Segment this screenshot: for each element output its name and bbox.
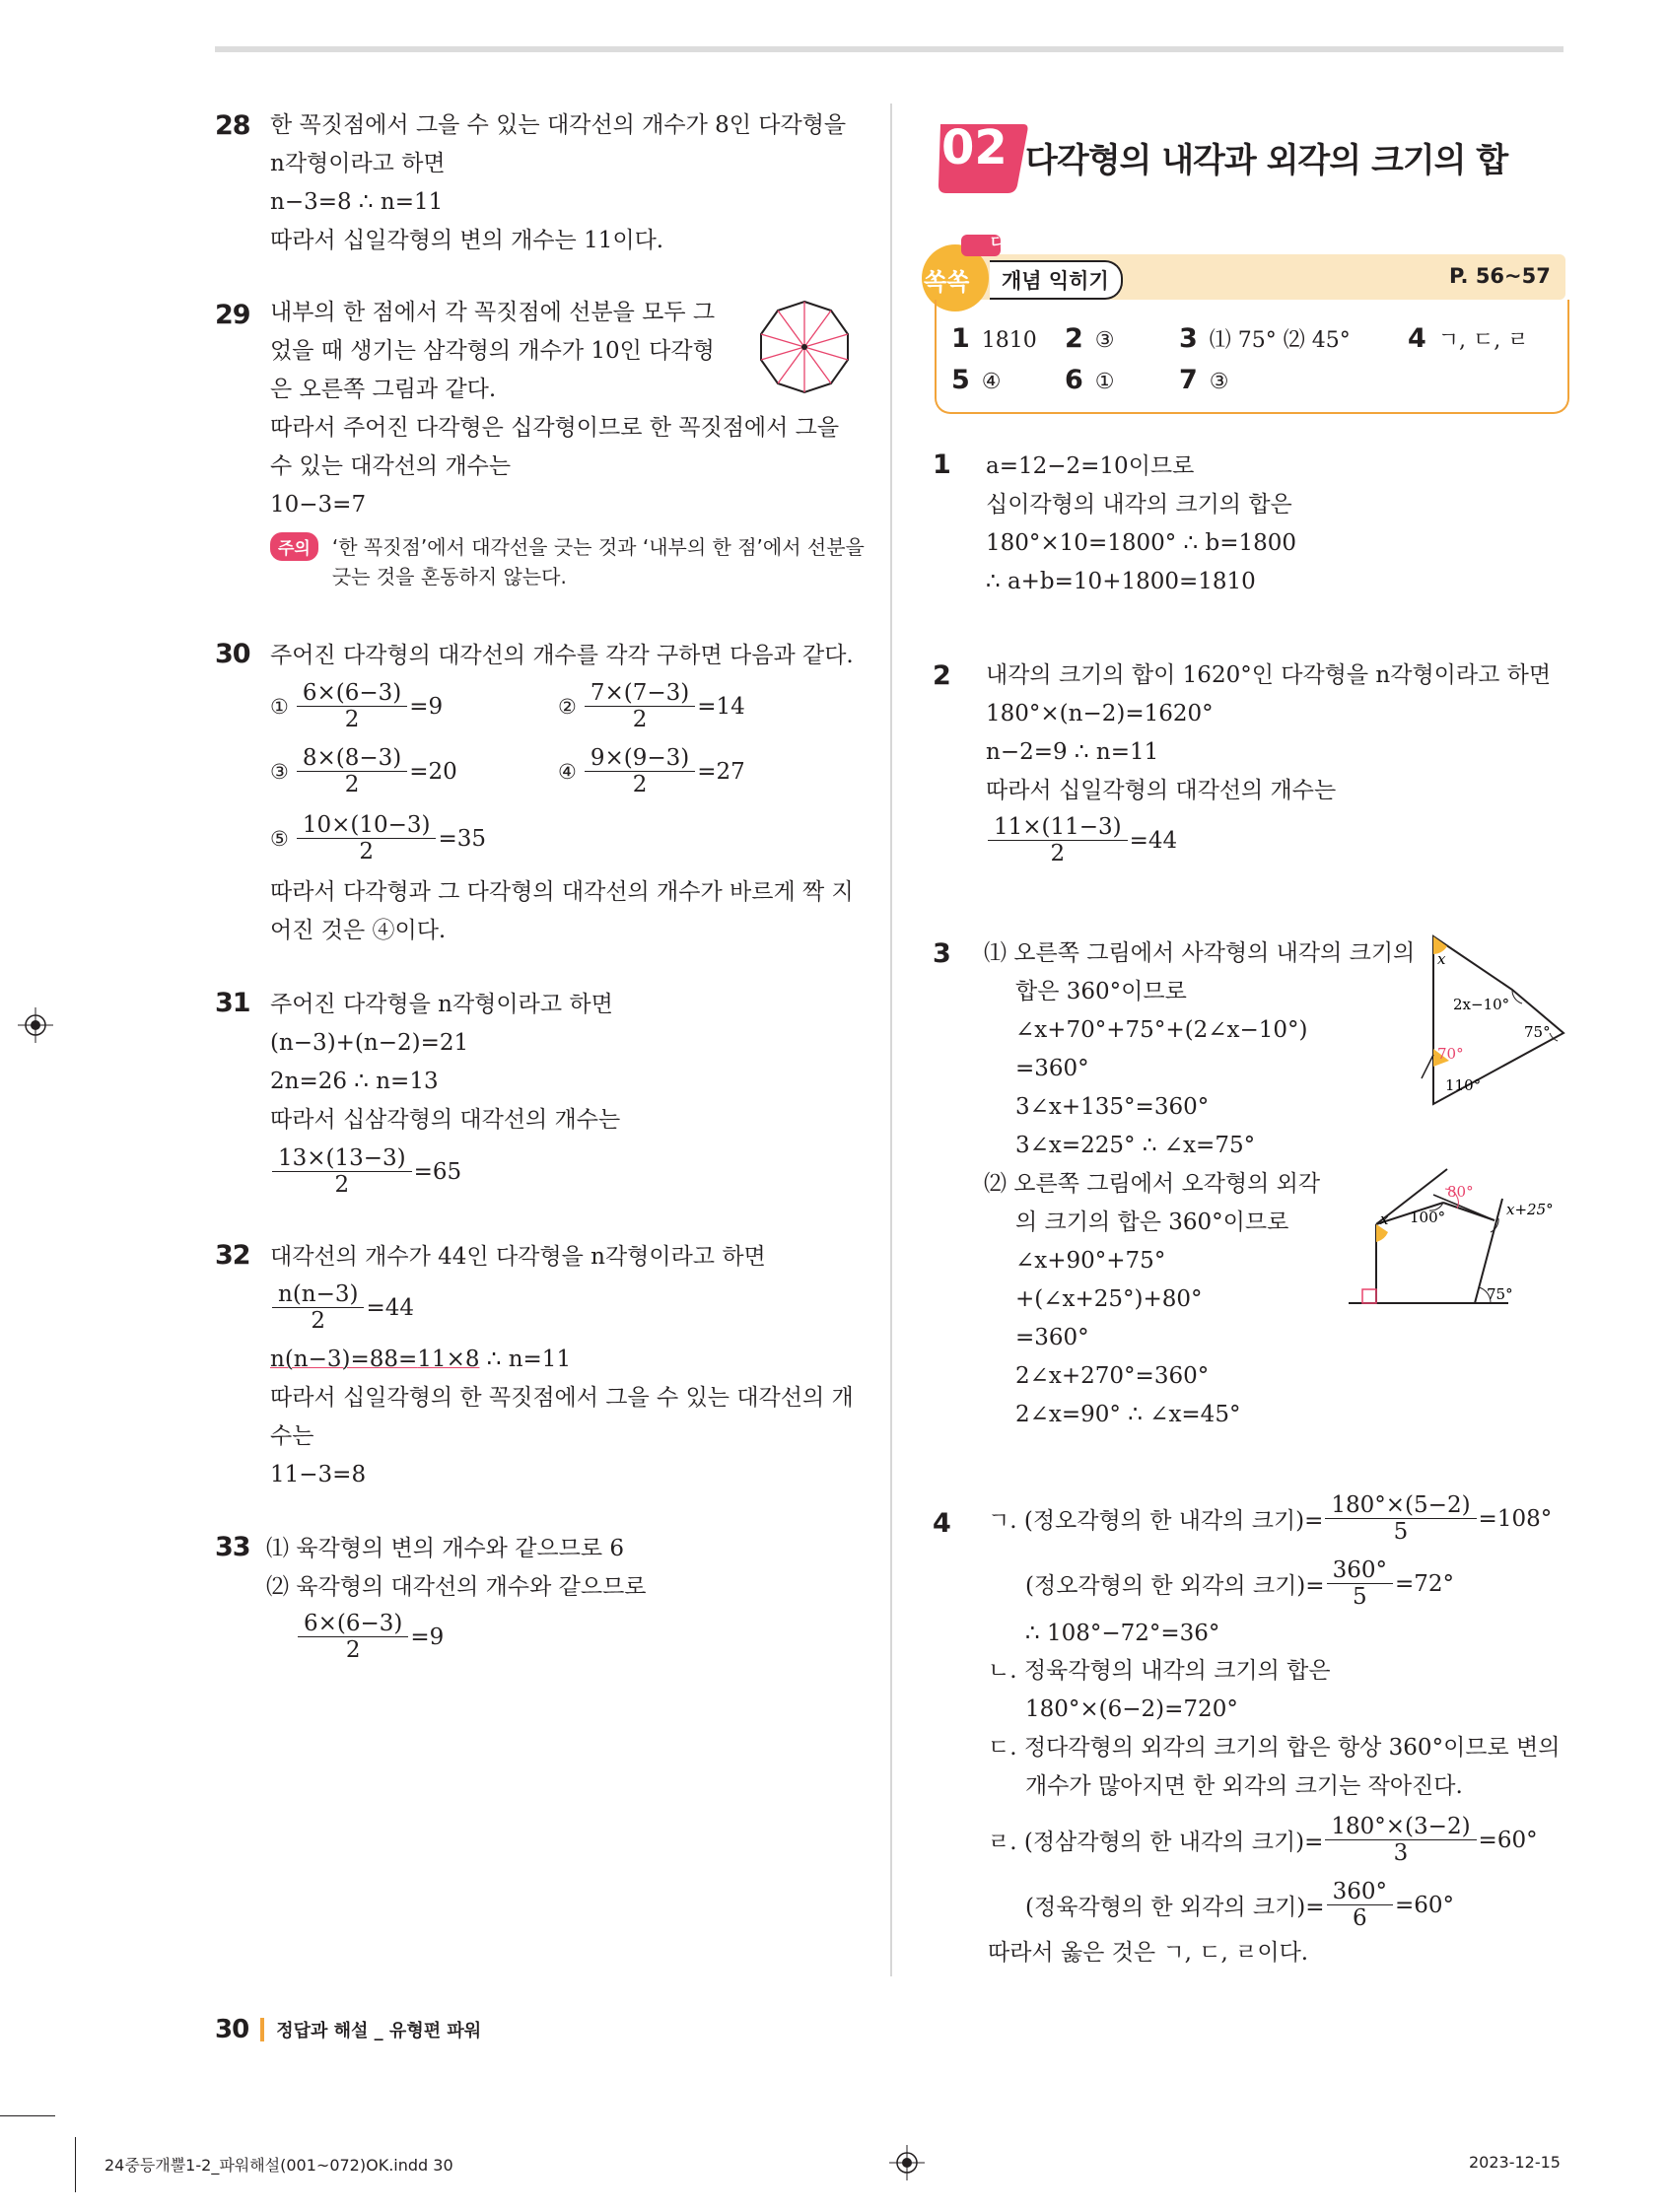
fraction-result: =72° bbox=[1394, 1570, 1455, 1597]
caution-note bbox=[270, 532, 865, 591]
fig1-label-c: 70° bbox=[1437, 1045, 1464, 1063]
fraction-denominator: 2 bbox=[1050, 841, 1066, 866]
question-4-line-a bbox=[988, 1492, 1552, 1545]
question-2-body bbox=[986, 660, 1551, 805]
formula-label: (정육각형의 한 외각의 크기)= bbox=[1025, 1895, 1325, 1920]
file-name: 24중등개뿔1-2_파워해설(001~072)OK.indd 30 bbox=[104, 2156, 453, 2175]
note-line: ‘한 꼭짓점’에서 대각선을 긋는 것과 ‘내부의 한 점’에서 선분을 bbox=[331, 535, 865, 559]
column-divider bbox=[890, 104, 892, 1976]
top-rule bbox=[215, 46, 1564, 52]
text-line: 3∠x=225° ∴ ∠x=75° bbox=[1015, 1133, 1256, 1158]
problem-30-outro bbox=[270, 877, 854, 945]
choice-mark: ④ bbox=[558, 759, 577, 784]
text-line: 따라서 주어진 다각형은 십각형이므로 한 꼭짓점에서 그을 bbox=[270, 415, 840, 441]
text-line: n각형이라고 하면 bbox=[270, 151, 446, 176]
footer-divider bbox=[260, 2018, 264, 2041]
text-line: =360° bbox=[1015, 1325, 1089, 1350]
choice-5 bbox=[270, 812, 486, 864]
text-line: +(∠x+25°)+80° bbox=[1015, 1286, 1203, 1312]
caution-badge: 주의 bbox=[270, 532, 318, 561]
fraction-result: =20 bbox=[409, 758, 457, 785]
problem-29-body bbox=[270, 298, 839, 519]
fraction-result: =60° bbox=[1478, 1827, 1538, 1853]
text-line: ∠x+70°+75°+(2∠x−10°) bbox=[1015, 1017, 1308, 1043]
fig1-label-b: 75° bbox=[1524, 1023, 1551, 1041]
text-line: 3∠x+135°=360° bbox=[1015, 1094, 1210, 1120]
text-line: 180°×(6−2)=720° bbox=[1025, 1696, 1238, 1722]
fig2-label-d: 75° bbox=[1487, 1285, 1513, 1303]
text-line: 개수가 많아지면 한 외각의 크기는 작아진다. bbox=[1025, 1773, 1463, 1799]
answer-number: 2 bbox=[1065, 323, 1083, 354]
formula-label: ㄱ. (정오각형의 한 내각의 크기)= bbox=[988, 1508, 1324, 1534]
answer-7 bbox=[1179, 365, 1229, 395]
section-number: 02 bbox=[941, 120, 1008, 175]
problem-31-fraction bbox=[270, 1145, 461, 1198]
text-line: 따라서 십일각형의 대각선의 개수는 bbox=[986, 778, 1337, 803]
text-line: 내각의 크기의 합이 1620°인 다각형을 n각형이라고 하면 bbox=[986, 662, 1552, 688]
problem-number-30: 30 bbox=[215, 639, 250, 669]
decagon-figure bbox=[755, 298, 854, 396]
question-number-2: 2 bbox=[933, 660, 950, 691]
fraction-numerator: 7×(7−3) bbox=[585, 680, 695, 707]
fraction-numerator: 6×(6−3) bbox=[297, 680, 407, 707]
text-line: 2∠x+270°=360° bbox=[1015, 1363, 1210, 1389]
fraction-numerator: 8×(8−3) bbox=[297, 745, 407, 772]
problem-32-body bbox=[270, 1383, 854, 1489]
formula-label: (정오각형의 한 외각의 크기)= bbox=[1025, 1573, 1325, 1599]
choice-2 bbox=[558, 680, 745, 732]
choice-4 bbox=[558, 745, 745, 797]
text-line: 주어진 다각형을 n각형이라고 하면 bbox=[270, 992, 613, 1017]
choice-3 bbox=[270, 745, 457, 797]
fraction-denominator: 5 bbox=[1393, 1519, 1409, 1545]
question-2-fraction bbox=[986, 814, 1177, 866]
answer-number: 3 bbox=[1179, 323, 1198, 354]
fig2-label-x: x bbox=[1380, 1210, 1389, 1228]
problem-number-33: 33 bbox=[215, 1532, 250, 1562]
text-line: (n−3)+(n−2)=21 bbox=[270, 1030, 469, 1056]
note-line: 긋는 것을 혼동하지 않는다. bbox=[331, 565, 567, 588]
section-title: 다각형의 내각과 외각의 크기의 합 bbox=[1025, 141, 1508, 180]
answer-6 bbox=[1065, 365, 1115, 395]
equation-part: n(n−3)=88= bbox=[270, 1347, 418, 1372]
answer-box bbox=[935, 300, 1569, 414]
text-line: 내부의 한 점에서 각 꼭짓점에 선분을 모두 그 bbox=[270, 300, 716, 325]
problem-number-28: 28 bbox=[215, 110, 250, 141]
answer-2 bbox=[1065, 323, 1115, 354]
concept-label: 개념 익히기 bbox=[1002, 269, 1109, 293]
text-line: 10−3=7 bbox=[270, 492, 367, 518]
fraction-result: =9 bbox=[409, 693, 444, 720]
fraction-result: =27 bbox=[697, 758, 745, 785]
problem-31-body bbox=[270, 990, 620, 1135]
answer-number: 7 bbox=[1179, 365, 1198, 395]
text-line: 11−3=8 bbox=[270, 1462, 367, 1487]
answer-number: 5 bbox=[951, 365, 970, 395]
problem-number-32: 32 bbox=[215, 1240, 250, 1271]
text-line: 수 있는 대각선의 개수는 bbox=[270, 453, 512, 479]
fraction-result: =35 bbox=[438, 825, 487, 852]
fraction-numerator: 11×(11−3) bbox=[988, 814, 1128, 841]
text-line: 2n=26 ∴ n=13 bbox=[270, 1069, 439, 1094]
text-line: 은 오른쪽 그림과 같다. bbox=[270, 377, 497, 402]
text-line: 수는 bbox=[270, 1423, 314, 1449]
answer-value: ③ bbox=[1094, 328, 1115, 353]
choice-mark: ① bbox=[270, 694, 289, 719]
fraction-denominator: 2 bbox=[344, 707, 360, 732]
question-1-body bbox=[986, 451, 1296, 596]
text-line: ⑵ 육각형의 대각선의 개수와 같으므로 bbox=[266, 1574, 647, 1600]
fig1-label-x: x bbox=[1437, 950, 1446, 968]
concept-pages: P. 56~57 bbox=[1449, 264, 1551, 288]
fraction-numerator: 10×(10−3) bbox=[297, 812, 437, 839]
text-line: =360° bbox=[1015, 1056, 1089, 1081]
footer-title: 정답과 해설 _ 유형편 파워 bbox=[276, 2021, 482, 2041]
fraction-result: =60° bbox=[1394, 1892, 1455, 1918]
problem-33-body bbox=[266, 1534, 647, 1602]
fraction-denominator: 2 bbox=[632, 772, 648, 797]
formula-label: ㄹ. (정삼각형의 한 내각의 크기)= bbox=[988, 1830, 1324, 1855]
page-footer bbox=[215, 2015, 481, 2044]
choice-mark: ③ bbox=[270, 759, 289, 784]
fraction-result: =9 bbox=[410, 1624, 445, 1650]
choice-1 bbox=[270, 680, 443, 732]
problem-32-equation bbox=[270, 1345, 571, 1374]
problem-32-fraction bbox=[270, 1281, 414, 1334]
fig1-label-a: 2x−10° bbox=[1453, 996, 1510, 1013]
text-line: 따라서 다각형과 그 다각형의 대각선의 개수가 바르게 짝 지 bbox=[270, 879, 854, 905]
fraction-numerator: 180°×(5−2) bbox=[1325, 1492, 1476, 1519]
answer-value: 1810 bbox=[981, 328, 1037, 353]
answer-number: 6 bbox=[1065, 365, 1083, 395]
question-4-line-b bbox=[1025, 1557, 1454, 1610]
fraction-result: =44 bbox=[366, 1294, 415, 1321]
text-line: 어진 것은 ④이다. bbox=[270, 918, 447, 943]
problem-number-29: 29 bbox=[215, 300, 250, 330]
choice-mark: ② bbox=[558, 694, 577, 719]
problem-32-intro: 대각선의 개수가 44인 다각형을 n각형이라고 하면 bbox=[270, 1244, 766, 1270]
question-number-3: 3 bbox=[933, 938, 950, 969]
fig1-label-d: 110° bbox=[1445, 1076, 1482, 1094]
fraction-numerator: 360° bbox=[1327, 1879, 1393, 1905]
fraction-numerator: 6×(6−3) bbox=[298, 1611, 408, 1637]
fraction-denominator: 3 bbox=[1393, 1840, 1409, 1866]
fraction-numerator: 180°×(3−2) bbox=[1325, 1814, 1476, 1840]
question-4-line-e bbox=[988, 1814, 1538, 1866]
question-4-line-c: ∴ 108°−72°=36° bbox=[1025, 1621, 1220, 1646]
text-line: 따라서 십삼각형의 대각선의 개수는 bbox=[270, 1107, 621, 1133]
registration-mark-icon bbox=[889, 2145, 925, 2180]
answer-value: ④ bbox=[981, 370, 1002, 394]
print-date: 2023-12-15 bbox=[1469, 2153, 1561, 2172]
text-line: 십이각형의 내각의 크기의 합은 bbox=[986, 492, 1292, 518]
fraction-denominator: 2 bbox=[311, 1308, 326, 1334]
text-line: ㄷ. 정다각형의 외각의 크기의 합은 항상 360°이므로 변의 bbox=[988, 1735, 1561, 1761]
text-line: ㄴ. 정육각형의 내각의 크기의 합은 bbox=[988, 1658, 1331, 1684]
page-number: 30 bbox=[215, 2015, 249, 2044]
fig2-label-a: 100° bbox=[1410, 1209, 1446, 1226]
question-number-1: 1 bbox=[933, 449, 950, 480]
concept-badge-top: 다시 bbox=[991, 234, 1019, 251]
crop-mark bbox=[0, 2115, 55, 2116]
answer-number: 1 bbox=[951, 323, 970, 354]
fraction-numerator: 13×(13−3) bbox=[272, 1145, 412, 1172]
text-line: ⑵ 오른쪽 그림에서 오각형의 외각 bbox=[984, 1171, 1321, 1197]
answer-value: ① bbox=[1094, 370, 1115, 394]
fraction-denominator: 2 bbox=[334, 1172, 350, 1198]
text-line: 따라서 십일각형의 변의 개수는 11이다. bbox=[270, 228, 664, 253]
text-line: 180°×(n−2)=1620° bbox=[986, 701, 1214, 726]
text-line: 따라서 십일각형의 한 꼭짓점에서 그을 수 있는 대각선의 개 bbox=[270, 1385, 854, 1411]
fraction-numerator: 360° bbox=[1327, 1557, 1393, 1584]
answer-5 bbox=[951, 365, 1002, 395]
fraction-denominator: 2 bbox=[359, 839, 374, 864]
problem-30-intro: 주어진 다각형의 대각선의 개수를 각각 구하면 다음과 같다. bbox=[270, 643, 854, 668]
choice-mark: ⑤ bbox=[270, 826, 289, 851]
answer-3 bbox=[1179, 323, 1351, 354]
text-line: n−3=8 ∴ n=11 bbox=[270, 189, 444, 215]
question-4-conclusion: 따라서 옳은 것은 ㄱ, ㄷ, ㄹ이다. bbox=[988, 1940, 1309, 1966]
text-line: n−2=9 ∴ n=11 bbox=[986, 739, 1159, 765]
text-line: ⑴ 오른쪽 그림에서 사각형의 내각의 크기의 bbox=[984, 940, 1416, 966]
text-line: 의 크기의 합은 360°이므로 bbox=[1015, 1210, 1289, 1235]
answer-1 bbox=[951, 323, 1037, 354]
text-line: 한 꼭짓점에서 그을 수 있는 대각선의 개수가 8인 다각형을 bbox=[270, 112, 847, 138]
text-line: 었을 때 생기는 삼각형의 개수가 10인 다각형 bbox=[270, 338, 715, 364]
text-line: 2∠x=90° ∴ ∠x=45° bbox=[1015, 1402, 1241, 1427]
question-4-body bbox=[988, 1656, 1560, 1801]
text-line: 180°×10=1800° ∴ b=1800 bbox=[986, 530, 1297, 556]
answer-value: ㄱ, ㄷ, ㄹ bbox=[1437, 328, 1529, 353]
fraction-result: =14 bbox=[697, 693, 745, 720]
text-line: ∴ a+b=10+1800=1810 bbox=[986, 569, 1256, 594]
equation-part: ∴ n=11 bbox=[479, 1347, 572, 1372]
concept-badge-main: 쏙쏙 bbox=[924, 268, 970, 296]
fig2-label-b: 80° bbox=[1447, 1183, 1474, 1201]
registration-mark-icon bbox=[18, 1007, 53, 1043]
question-4-line-f bbox=[1025, 1879, 1454, 1931]
answer-value: ⑴ 75° ⑵ 45° bbox=[1209, 328, 1351, 353]
fraction-numerator: 9×(9−3) bbox=[585, 745, 695, 772]
pentagon-exterior-figure bbox=[1341, 1159, 1569, 1317]
fraction-denominator: 2 bbox=[632, 707, 648, 732]
fig2-label-c: x+25° bbox=[1506, 1201, 1554, 1218]
quadrilateral-figure bbox=[1420, 931, 1567, 1118]
problem-33-fraction bbox=[296, 1611, 444, 1663]
crop-mark bbox=[75, 2137, 76, 2192]
fraction-denominator: 2 bbox=[345, 1637, 361, 1663]
fraction-result: =108° bbox=[1478, 1505, 1553, 1532]
equation-part: 11×8 bbox=[417, 1347, 480, 1372]
problem-28-body bbox=[270, 110, 846, 255]
text-line: 합은 360°이므로 bbox=[1015, 979, 1187, 1004]
fraction-numerator: n(n−3) bbox=[272, 1281, 364, 1308]
answer-value: ③ bbox=[1209, 370, 1229, 394]
answer-number: 4 bbox=[1408, 323, 1426, 354]
fraction-result: =65 bbox=[413, 1158, 462, 1185]
answer-4 bbox=[1408, 323, 1529, 354]
fraction-denominator: 2 bbox=[344, 772, 360, 797]
problem-number-31: 31 bbox=[215, 988, 250, 1018]
text-line: ∠x+90°+75° bbox=[1015, 1248, 1166, 1274]
fraction-denominator: 5 bbox=[1352, 1584, 1367, 1610]
text-line: a=12−2=10이므로 bbox=[986, 453, 1195, 479]
fraction-denominator: 6 bbox=[1352, 1905, 1367, 1931]
text-line: ⑴ 육각형의 변의 개수와 같으므로 6 bbox=[266, 1536, 625, 1561]
question-number-4: 4 bbox=[933, 1508, 950, 1539]
fraction-result: =44 bbox=[1129, 827, 1178, 854]
concept-label-pill bbox=[990, 260, 1123, 300]
